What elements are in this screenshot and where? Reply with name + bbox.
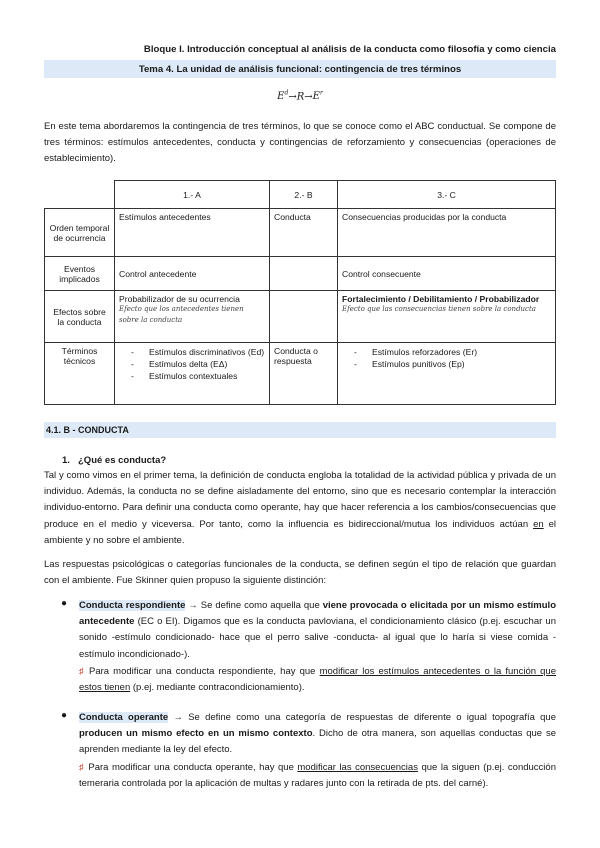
terms-list <box>342 346 551 370</box>
paragraph: Las respuestas psicológicas o categorías funcionales de la conducta, se definen según el tipo de relación que guardan con el ambiente. Fue Skinner quien propuso la siguiente distinción: <box>44 559 556 587</box>
handwritten-note: Efecto que los antecedentes tienen sobre la conducta <box>119 305 244 324</box>
table-cell: Conducta <box>270 209 338 257</box>
row-label: Términos técnicos <box>45 343 115 405</box>
question-heading <box>62 455 166 466</box>
row-label: Orden temporal de ocurrencia <box>45 209 115 257</box>
section-heading: 4.1. B - CONDUCTA <box>44 422 556 438</box>
paragraph: Tal y como vimos en el primer tema, la definición de conducta engloba la totalidad de la actividad pública y privada de un individuo. Además, la conducta no se define aisladamente del entorno, sino que es necesario contemplar la interacción individuo-entorno. Para definir una conducta como operante, hay que hacer referencia a los cambios/consecuencias que produce en el medio y viceversa. Por tanto, como la influencia es bidireccional/mutua los individuos actúan en el ambiente y no sobre el ambiente. <box>44 470 556 546</box>
arrow-icon: → <box>288 91 297 103</box>
table-cell: Consecuencias producidas por la conducta <box>338 209 556 257</box>
column-header-b: 2.- B <box>270 181 338 209</box>
tema-title: Tema 4. La unidad de análisis funcional: contingencia de tres términos <box>44 60 556 78</box>
cell-text: Probabilizador de su ocurrencia <box>119 294 240 304</box>
abc-table <box>44 180 556 405</box>
table-cell: Control antecedente <box>115 257 270 291</box>
question-number: 1. <box>62 455 70 466</box>
table-corner <box>45 181 115 209</box>
table-header-row <box>45 181 556 209</box>
bullet-dot-icon: ● <box>61 710 68 721</box>
row-label: Eventos implicados <box>45 257 115 291</box>
list-item: - Estímulos discriminativos (Ed) <box>149 346 265 358</box>
pushpin-icon: ♯ <box>79 762 85 772</box>
bullet-text: Conducta operante → Se define como una categoría de respuestas de diferente o igual topografía que producen un mismo efecto en un mismo contexto. Dicho de otra manera, son aquellas conductas que se aprenden mediante la ley del efecto. <box>79 712 556 756</box>
intro-paragraph: En este tema abordaremos la contingencia de tres términos, lo que se conoce como el ABC conductual. Se compone de tres términos: estímulos antecedentes, conducta y contingencias de reforzamiento y consecuencias (operaciones de establecimiento). <box>44 121 556 164</box>
table-cell <box>270 257 338 291</box>
formula-er: $E^r$ <box>312 90 323 103</box>
note-respondiente: ♯ Para modificar una conducta respondiente, hay que modificar los estímulos antecedentes o la función que estos tienen (p.ej. mediante contracondicionamiento). <box>79 666 556 694</box>
table-cell <box>115 343 270 405</box>
table-cell: Control consecuente <box>338 257 556 291</box>
terms-list <box>119 346 265 382</box>
question-text: ¿Qué es conducta? <box>78 455 167 466</box>
bullet-dot-icon: ● <box>61 598 68 609</box>
list-item: - Estímulos reforzadores (Er) <box>372 346 551 358</box>
column-header-c: 3.- C <box>338 181 556 209</box>
table-cell <box>338 291 556 343</box>
list-item: - Estímulos punitivos (Ep) <box>372 358 551 370</box>
abc-formula <box>44 90 556 102</box>
table-cell: Estímulos antecedentes <box>115 209 270 257</box>
list-item: - Estímulos contextuales <box>149 370 265 382</box>
handwritten-note: Efecto que las consecuencias tienen sobre la conducta <box>342 305 536 313</box>
table-row <box>45 209 556 257</box>
list-item: - Estímulos delta (EΔ) <box>149 358 265 370</box>
block-title: Bloque I. Introducción conceptual al análisis de la conducta como filosofía y como ciencia <box>143 44 556 55</box>
column-header-a: 1.- A <box>115 181 270 209</box>
table-row <box>45 291 556 343</box>
table-cell <box>270 291 338 343</box>
table-row <box>45 343 556 405</box>
formula-ed: $E^d$ <box>277 90 289 103</box>
bullet-text: Conducta respondiente → Se define como aquella que viene provocada o elicitada por un mismo estímulo antecedente (EC o EI). Digamos que es la conducta pavloviana, el condicionamiento clásico (p.ej. escuchar un sonido -estímulo condicionado- hace que el perro salive -conducta- al igual que lo haría si viese comida -estímulo incondicionado-). <box>79 600 556 660</box>
pushpin-icon: ♯ <box>79 666 85 676</box>
table-cell <box>338 343 556 405</box>
arrow-icon: → <box>304 91 313 103</box>
note-operante: ♯ Para modificar una conducta operante, hay que modificar las consecuencias que la siguen (p.ej. conducción temeraria controlada por la aplicación de multas y radares junto con la retirada de pts. del carné). <box>79 762 556 790</box>
table-row <box>45 257 556 291</box>
table-cell: Conducta o respuesta <box>270 343 338 405</box>
row-label: Efectos sobre la conducta <box>45 291 115 343</box>
table-cell <box>115 291 270 343</box>
cell-text: Fortalecimiento / Debilitamiento / Probabilizador <box>342 294 540 304</box>
formula-r: R <box>296 91 305 103</box>
